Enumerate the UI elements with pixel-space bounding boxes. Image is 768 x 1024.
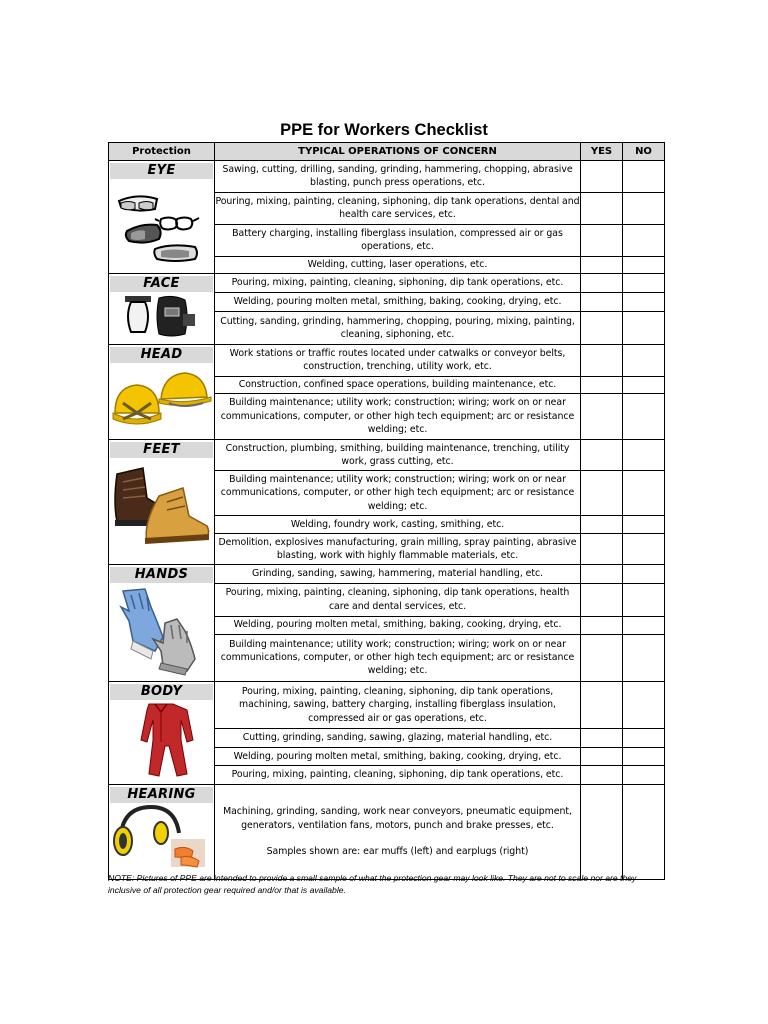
protection-cell-hands	[109, 565, 215, 682]
protection-cell-face	[109, 274, 215, 345]
no-checkbox-cell[interactable]	[623, 766, 665, 785]
no-checkbox-cell[interactable]	[623, 440, 665, 471]
category-label-eye: EYE	[110, 163, 213, 179]
yes-checkbox-cell[interactable]	[581, 256, 623, 273]
no-checkbox-cell[interactable]	[623, 312, 665, 345]
table-row	[109, 682, 665, 729]
table-row	[109, 440, 665, 471]
no-checkbox-cell[interactable]	[623, 161, 665, 193]
header-no: NO	[623, 143, 665, 161]
category-label-head: HEAD	[110, 347, 213, 363]
table-row	[109, 161, 665, 193]
operation-cell: Demolition, explosives manufacturing, grain milling, spray painting, abrasive blasting, work with highly flammable materials, etc.	[215, 534, 581, 565]
yes-checkbox-cell[interactable]	[581, 376, 623, 393]
category-label-body: BODY	[110, 684, 213, 700]
no-checkbox-cell[interactable]	[623, 682, 665, 729]
no-checkbox-cell[interactable]	[623, 394, 665, 440]
operation-cell: Pouring, mixing, painting, cleaning, siphoning, dip tank operations, machining, sawing, battery charging, installing fiberglass insulation, compressed air or gas operations, etc.	[215, 682, 581, 729]
protection-cell-body	[109, 682, 215, 785]
no-checkbox-cell[interactable]	[623, 471, 665, 516]
protection-cell-head	[109, 345, 215, 440]
no-checkbox-cell[interactable]	[623, 256, 665, 273]
yes-checkbox-cell[interactable]	[581, 516, 623, 534]
category-label-hearing: HEARING	[110, 787, 213, 803]
category-label-face: FACE	[110, 276, 213, 292]
yes-checkbox-cell[interactable]	[581, 728, 623, 747]
operation-cell-hearing	[215, 785, 581, 880]
operation-cell: Welding, foundry work, casting, smithing, etc.	[215, 516, 581, 534]
yes-checkbox-cell[interactable]	[581, 747, 623, 766]
table-row	[109, 274, 665, 293]
hard-hat-icon	[109, 363, 214, 439]
no-checkbox-cell[interactable]	[623, 376, 665, 393]
category-label-hands: HANDS	[110, 567, 213, 583]
footnote: NOTE: Pictures of PPE are intended to provide a small sample of what the protection gear may look like. They are not to scale nor are they inclusive of all protection gear required and/or that is available.	[108, 873, 637, 895]
table-row	[109, 785, 665, 880]
protection-cell-eye	[109, 161, 215, 274]
yes-checkbox-cell[interactable]	[581, 565, 623, 584]
yes-checkbox-cell[interactable]	[581, 583, 623, 616]
safety-glasses-goggles-icon	[109, 179, 214, 273]
yes-checkbox-cell[interactable]	[581, 471, 623, 516]
operation-cell: Battery charging, installing fiberglass insulation, compressed air or gas operations, etc.	[215, 224, 581, 256]
no-checkbox-cell[interactable]	[623, 516, 665, 534]
operation-cell: Construction, confined space operations, building maintenance, etc.	[215, 376, 581, 393]
operation-cell: Welding, pouring molten metal, smithing, baking, cooking, drying, etc.	[215, 616, 581, 634]
no-checkbox-cell[interactable]	[623, 345, 665, 377]
yes-checkbox-cell[interactable]	[581, 785, 623, 880]
no-checkbox-cell[interactable]	[623, 224, 665, 256]
yes-checkbox-cell[interactable]	[581, 682, 623, 729]
operation-cell: Building maintenance; utility work; construction; wiring; work on or near communications, computer, or other high tech equipment; arc or resistance welding; etc.	[215, 394, 581, 440]
no-checkbox-cell[interactable]	[623, 534, 665, 565]
header-operations: TYPICAL OPERATIONS OF CONCERN	[215, 143, 581, 161]
operation-cell: Building maintenance; utility work; construction; wiring; work on or near communications, computer, or other high tech equipment; arc or resistance welding; etc.	[215, 634, 581, 681]
ear-muffs-earplugs-icon	[109, 803, 214, 879]
protection-cell-feet	[109, 440, 215, 565]
yes-checkbox-cell[interactable]	[581, 224, 623, 256]
yes-checkbox-cell[interactable]	[581, 345, 623, 377]
ppe-checklist-table	[108, 142, 665, 880]
no-checkbox-cell[interactable]	[623, 565, 665, 584]
work-gloves-icon	[109, 583, 214, 681]
no-checkbox-cell[interactable]	[623, 583, 665, 616]
yes-checkbox-cell[interactable]	[581, 274, 623, 293]
operation-cell: Grinding, sanding, sawing, hammering, material handling, etc.	[215, 565, 581, 584]
header-yes: YES	[581, 143, 623, 161]
no-checkbox-cell[interactable]	[623, 274, 665, 293]
operation-cell: Pouring, mixing, painting, cleaning, siphoning, dip tank operations, etc.	[215, 766, 581, 785]
operation-cell: Construction, plumbing, smithing, building maintenance, trenching, utility work, grass cutting, etc.	[215, 440, 581, 471]
operation-cell: Pouring, mixing, painting, cleaning, siphoning, dip tank operations, etc.	[215, 274, 581, 293]
yes-checkbox-cell[interactable]	[581, 192, 623, 224]
operation-cell: Sawing, cutting, drilling, sanding, grinding, hammering, chopping, abrasive blasting, punch press operations, etc.	[215, 161, 581, 193]
no-checkbox-cell[interactable]	[623, 747, 665, 766]
yes-checkbox-cell[interactable]	[581, 766, 623, 785]
no-checkbox-cell[interactable]	[623, 634, 665, 681]
no-checkbox-cell[interactable]	[623, 616, 665, 634]
yes-checkbox-cell[interactable]	[581, 440, 623, 471]
operation-cell: Pouring, mixing, painting, cleaning, siphoning, dip tank operations, health care and dental services, etc.	[215, 583, 581, 616]
yes-checkbox-cell[interactable]	[581, 616, 623, 634]
operation-cell: Welding, pouring molten metal, smithing, baking, cooking, drying, etc.	[215, 293, 581, 312]
operation-cell: Work stations or traffic routes located under catwalks or conveyor belts, construction, trenching, utility work, etc.	[215, 345, 581, 377]
header-row	[109, 143, 665, 161]
operation-cell: Welding, pouring molten metal, smithing, baking, cooking, drying, etc.	[215, 747, 581, 766]
no-checkbox-cell[interactable]	[623, 192, 665, 224]
yes-checkbox-cell[interactable]	[581, 394, 623, 440]
yes-checkbox-cell[interactable]	[581, 161, 623, 193]
yes-checkbox-cell[interactable]	[581, 634, 623, 681]
no-checkbox-cell[interactable]	[623, 785, 665, 880]
yes-checkbox-cell[interactable]	[581, 293, 623, 312]
operation-cell: Cutting, grinding, sanding, sawing, glazing, material handling, etc.	[215, 728, 581, 747]
operation-text: Machining, grinding, sanding, work near conveyors, pneumatic equipment, generators, ventilation fans, motors, punch and brake presses, etc.	[223, 806, 572, 831]
category-label-feet: FEET	[110, 442, 213, 458]
coverall-suit-icon	[109, 700, 214, 784]
work-boots-icon	[109, 458, 214, 554]
no-checkbox-cell[interactable]	[623, 728, 665, 747]
header-protection: Protection	[109, 143, 215, 161]
sample-note: Samples shown are: ear muffs (left) and earplugs (right)	[266, 846, 529, 858]
operation-cell: Cutting, sanding, grinding, hammering, chopping, pouring, mixing, painting, cleaning, siphoning, etc.	[215, 312, 581, 345]
operation-cell: Welding, cutting, laser operations, etc.	[215, 256, 581, 273]
yes-checkbox-cell[interactable]	[581, 312, 623, 345]
table-row	[109, 565, 665, 584]
no-checkbox-cell[interactable]	[623, 293, 665, 312]
yes-checkbox-cell[interactable]	[581, 534, 623, 565]
operation-cell: Pouring, mixing, painting, cleaning, siphoning, dip tank operations, dental and health care services, etc.	[215, 192, 581, 224]
page-title: PPE for Workers Checklist	[280, 121, 488, 139]
face-shield-welding-mask-icon	[109, 292, 214, 344]
operation-cell: Building maintenance; utility work; construction; wiring; work on or near communications, computer, or other high tech equipment; arc or resistance welding; etc.	[215, 471, 581, 516]
protection-cell-hearing	[109, 785, 215, 880]
table-row	[109, 345, 665, 377]
